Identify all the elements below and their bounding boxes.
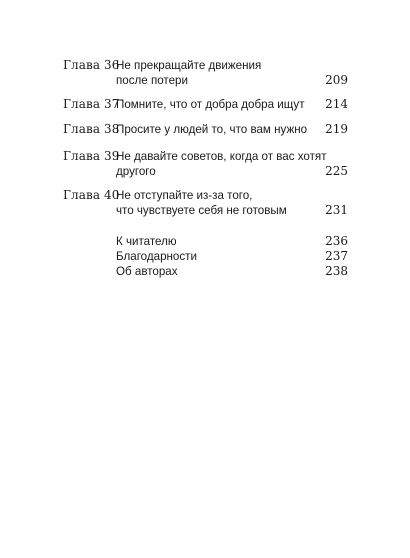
chapter-title — [116, 58, 316, 88]
page-number: 237 — [325, 249, 348, 263]
chapter-title-line: Не давайте советов, когда от вас хотят — [116, 150, 327, 163]
chapter-title — [116, 97, 316, 112]
toc-entry-acknowledgements — [116, 249, 348, 264]
page-number: 219 — [325, 122, 348, 136]
chapter-label: Глава 38 — [63, 122, 120, 136]
page-number: 238 — [325, 264, 348, 278]
chapter-title — [116, 188, 316, 218]
page-number: 231 — [325, 203, 348, 217]
chapter-title-line: что чувствуете себя не готовым — [116, 204, 287, 217]
extra-title: Благодарности — [116, 250, 197, 263]
chapter-title — [116, 122, 316, 137]
page-number: 214 — [325, 97, 348, 111]
chapter-title — [116, 149, 327, 179]
chapter-title-line: Не прекращайте движения — [116, 59, 262, 72]
chapter-title-line: Не отступайте из-за того, — [116, 189, 253, 202]
chapter-title-line: другого — [116, 165, 156, 178]
extra-title: Об авторах — [116, 265, 178, 278]
chapter-label: Глава 36 — [63, 58, 120, 72]
chapter-title-line: Помните, что от добра добра ищут — [116, 98, 305, 111]
chapter-label: Глава 40 — [63, 188, 120, 202]
toc-entry-about-authors — [116, 264, 348, 279]
page-number: 225 — [325, 164, 348, 178]
chapter-title-line: Просите у людей то, что вам нужно — [116, 123, 308, 136]
page-number: 209 — [325, 73, 348, 87]
page-number: 236 — [325, 234, 348, 248]
chapter-title-line: после потери — [116, 74, 188, 87]
toc-entry-to-reader — [116, 234, 348, 249]
chapter-label: Глава 37 — [63, 97, 120, 111]
chapter-label: Глава 39 — [63, 149, 120, 163]
extra-title: К читателю — [116, 235, 177, 248]
